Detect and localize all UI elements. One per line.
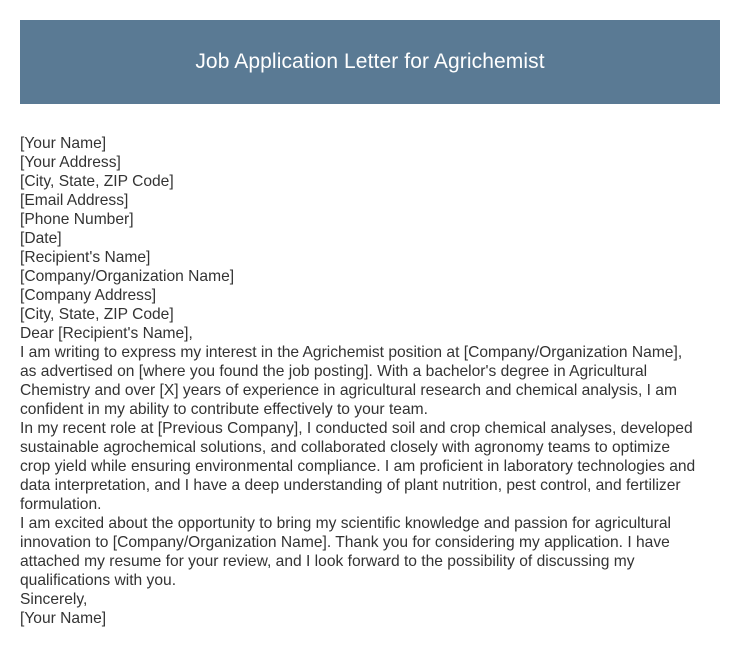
paragraph-1: [20, 343, 724, 419]
sender-phone: [Phone Number]: [20, 211, 134, 228]
paragraph-line: I am excited about the opportunity to bring my scientific knowledge and passion for agricultural: [20, 515, 671, 532]
letter-body: [20, 134, 724, 628]
sender-city-state-zip: [City, State, ZIP Code]: [20, 173, 174, 190]
sender-name: [Your Name]: [20, 135, 107, 152]
signature: [Your Name]: [20, 610, 107, 627]
sender-address: [Your Address]: [20, 154, 121, 171]
letter-date: [Date]: [20, 230, 62, 247]
recipient-name: [Recipient's Name]: [20, 249, 151, 266]
paragraph-line: In my recent role at [Previous Company], I conducted soil and crop chemical analyses, developed: [20, 420, 693, 437]
salutation: Dear [Recipient's Name],: [20, 325, 193, 342]
paragraph-line: confident in my ability to contribute effectively to your team.: [20, 401, 428, 418]
paragraph-line: innovation to [Company/Organization Name]. Thank you for considering my application. I have: [20, 534, 670, 551]
paragraph-line: data interpretation, and I have a deep understanding of plant nutrition, pest control, and fertilizer: [20, 477, 681, 494]
recipient-address: [Company Address]: [20, 287, 157, 304]
closing: Sincerely,: [20, 591, 88, 608]
page-title: Job Application Letter for Agrichemist: [195, 50, 545, 73]
paragraph-line: qualifications with you.: [20, 572, 177, 589]
paragraph-2: [20, 419, 724, 514]
title-banner: [20, 20, 720, 104]
paragraph-line: sustainable agrochemical solutions, and collaborated closely with agronomy teams to optimize: [20, 439, 671, 456]
paragraph-line: formulation.: [20, 496, 102, 513]
paragraph-line: Chemistry and over [X] years of experience in agricultural research and chemical analysis, I am: [20, 382, 677, 399]
paragraph-3: [20, 514, 724, 590]
recipient-city-state-zip: [City, State, ZIP Code]: [20, 306, 174, 323]
sender-email: [Email Address]: [20, 192, 129, 209]
paragraph-line: attached my resume for your review, and I look forward to the possibility of discussing my: [20, 553, 635, 570]
paragraph-line: I am writing to express my interest in the Agrichemist position at [Company/Organization Name],: [20, 344, 683, 361]
paragraph-line: as advertised on [where you found the job posting]. With a bachelor's degree in Agricultural: [20, 363, 648, 380]
paragraph-line: crop yield while ensuring environmental compliance. I am proficient in laboratory technologies and: [20, 458, 696, 475]
recipient-company: [Company/Organization Name]: [20, 268, 235, 285]
